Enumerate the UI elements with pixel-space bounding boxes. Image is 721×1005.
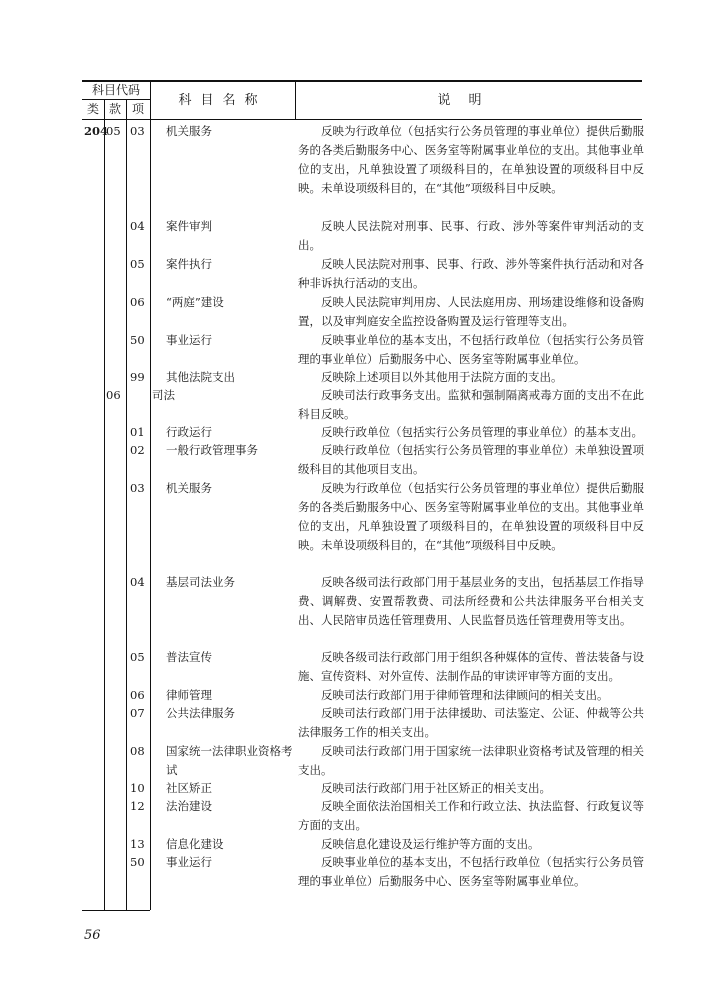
- row-name: 司法: [152, 388, 175, 402]
- header-code-label: 科目代码: [91, 83, 140, 97]
- row-name: 机关服务: [166, 481, 212, 495]
- row-name: 案件审判: [166, 219, 212, 233]
- header-name: 科目名称: [178, 93, 267, 108]
- header-xiang: 项: [131, 102, 144, 116]
- row-name: 其他法院支出: [166, 370, 235, 384]
- row-xiang: 13: [130, 837, 145, 851]
- row-name: 社区矫正: [166, 781, 212, 795]
- table-header-rule: [82, 119, 642, 120]
- row-desc: 反映事业单位的基本支出，不包括行政单位（包括实行公务员管理的事业单位）后勤服务中心、医务室等附属事业单位。: [298, 855, 644, 888]
- row-kuan: 05: [106, 124, 121, 138]
- row-desc: 反映人民法院审判用房、人民法庭用房、刑场建设维修和设备购置，以及审判庭安全监控设备购置及运行管理等支出。: [298, 295, 644, 328]
- row-desc: 反映为行政单位（包括实行公务员管理的事业单位）提供后勤服务的各类后勤服务中心、医务室等附属事业单位的支出。其他事业单位的支出，凡单独设置了项级科目的，在单独设置的项级科目中反映。未单设项级科目的，在“其他”项级科目中反映。: [298, 124, 644, 195]
- row-desc: 反映各级司法行政部门用于基层业务的支出，包括基层工作指导费、调解费、安置帮教费、司法所经费和公共法律服务平台相关支出、人民陪审员选任管理费用、人民监督员选任管理费用等支出。: [298, 575, 644, 627]
- row-desc: 反映信息化建设及运行维护等方面的支出。: [321, 837, 540, 851]
- row-desc: 反映司法行政部门用于法律援助、司法鉴定、公证、仲裁等公共法律服务工作的相关支出。: [298, 706, 644, 739]
- row-xiang: 02: [130, 443, 145, 457]
- row-desc: 反映司法行政部门用于律师管理和法律顾问的相关支出。: [321, 688, 609, 702]
- row-name: 基层司法业务: [166, 575, 235, 589]
- row-xiang: 04: [130, 575, 145, 589]
- row-desc: 反映全面依法治国相关工作和行政立法、执法监督、行政复议等方面的支出。: [298, 799, 644, 832]
- row-xiang: 05: [130, 257, 145, 271]
- row-xiang: 03: [130, 481, 145, 495]
- row-name: “两庭”建设: [166, 295, 224, 309]
- row-name: 事业运行: [166, 855, 212, 869]
- row-xiang: 04: [130, 219, 145, 233]
- row-xiang: 50: [130, 333, 145, 347]
- row-name: 公共法律服务: [166, 706, 235, 720]
- row-name: 法治建设: [166, 799, 212, 813]
- row-xiang: 05: [130, 650, 145, 664]
- row-xiang: 01: [130, 425, 145, 439]
- row-xiang: 06: [130, 688, 145, 702]
- row-name: 普法宣传: [166, 650, 212, 664]
- row-xiang: 99: [130, 370, 145, 384]
- row-desc: 反映事业单位的基本支出，不包括行政单位（包括实行公务员管理的事业单位）后勤服务中心、医务室等附属事业单位。: [298, 333, 644, 366]
- code-columns-bottom-rule: [82, 910, 150, 911]
- row-desc: 反映司法行政部门用于国家统一法律职业资格考试及管理的相关支出。: [298, 744, 644, 777]
- column-divider-kuan: [126, 100, 127, 910]
- row-desc: 反映人民法院对刑事、民事、行政、涉外等案件审判活动的支出。: [298, 219, 644, 252]
- row-xiang: 50: [130, 855, 145, 869]
- row-name: 机关服务: [166, 124, 212, 138]
- row-name: 案件执行: [166, 257, 212, 271]
- header-lei: 类: [86, 102, 99, 116]
- row-name: 一般行政管理事务: [166, 443, 258, 457]
- column-divider-lei: [104, 100, 105, 910]
- row-desc: 反映司法行政事务支出。监狱和强制隔离戒毒方面的支出不在此科目反映。: [298, 388, 644, 421]
- page-number: 56: [84, 928, 101, 943]
- row-desc: 反映行政单位（包括实行公务员管理的事业单位）未单独设置项级科目的其他项目支出。: [298, 443, 644, 476]
- row-name: 行政运行: [166, 425, 212, 439]
- row-name: 律师管理: [166, 688, 212, 702]
- row-xiang: 10: [130, 781, 145, 795]
- row-desc: 反映司法行政部门用于社区矫正的相关支出。: [321, 781, 551, 795]
- column-divider-xiang: [150, 81, 151, 910]
- row-desc: 反映除上述项目以外其他用于法院方面的支出。: [321, 370, 563, 384]
- row-xiang: 06: [130, 295, 145, 309]
- row-xiang: 08: [130, 744, 145, 758]
- row-desc: 反映行政单位（包括实行公务员管理的事业单位）的基本支出。: [321, 425, 643, 439]
- row-name: 事业运行: [166, 333, 212, 347]
- row-desc: 反映人民法院对刑事、民事、行政、涉外等案件执行活动和对各种非诉执行活动的支出。: [298, 257, 644, 290]
- row-lei: 204: [84, 124, 109, 138]
- row-desc: 反映各级司法行政部门用于组织各种媒体的宣传、普法装备与设施、宣传资料、对外宣传、法制作品的审读评审等方面的支出。: [298, 650, 644, 683]
- row-name: 信息化建设: [166, 837, 224, 851]
- row-xiang: 12: [130, 799, 145, 813]
- header-kuan: 款: [108, 102, 121, 116]
- header-desc: 说明: [437, 93, 500, 108]
- row-kuan: 06: [106, 388, 121, 402]
- row-desc: 反映为行政单位（包括实行公务员管理的事业单位）提供后勤服务的各类后勤服务中心、医务室等附属事业单位的支出。其他事业单位的支出，凡单独设置了项级科目的，在单独设置的项级科目中反映。未单设项级科目的，在“其他”项级科目中反映。: [298, 481, 644, 552]
- row-xiang: 03: [130, 124, 145, 138]
- row-name: 国家统一法律职业资格考试: [166, 744, 293, 777]
- row-xiang: 07: [130, 706, 145, 720]
